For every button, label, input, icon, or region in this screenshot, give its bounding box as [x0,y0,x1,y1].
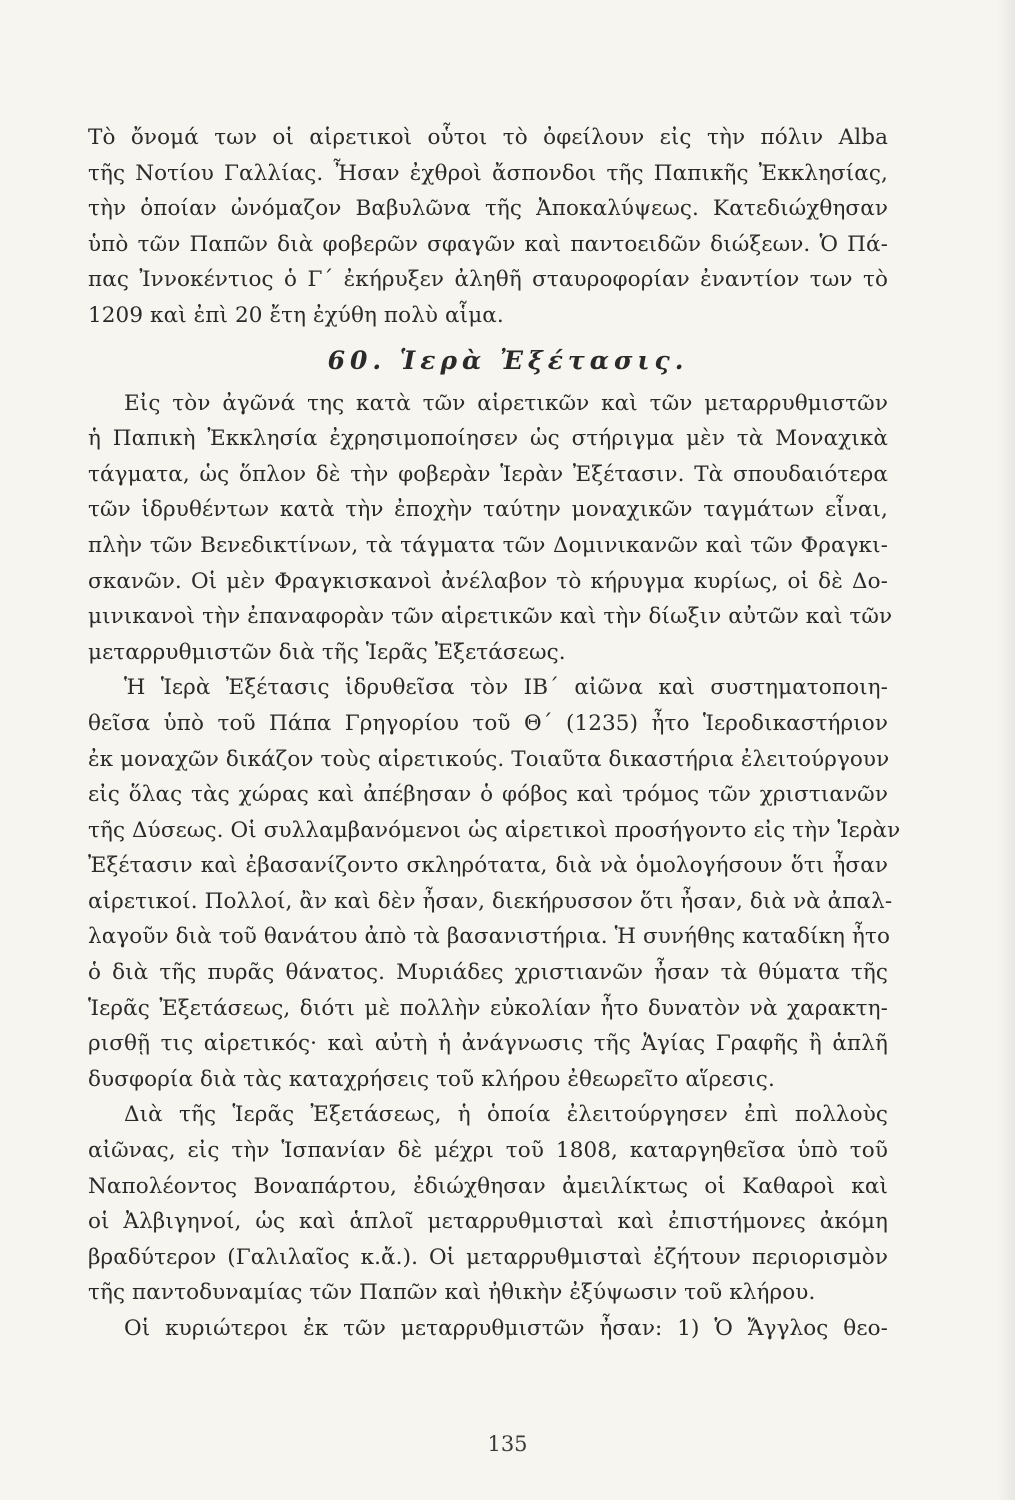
text-line: οἱ Ἀλβιγηνοί, ὡς καὶ ἁπλοῖ μεταρρυθμισταὶ καὶ ἐπιστήμονες ἀκόμη [88,1209,888,1235]
text-line: πλὴν τῶν Βενεδικτίνων, τὰ τάγματα τῶν Δομινικανῶν καὶ τῶν Φραγκι- [88,532,888,558]
text-line: θεῖσα ὑπὸ τοῦ Πάπα Γρηγορίου τοῦ Θ΄ (1235) ἦτο Ἱεροδικαστήριον [88,710,888,736]
page-body [88,120,901,1347]
text-line: δυσφορία διὰ τὰς καταχρήσεις τοῦ κλήρου ἐθεωρεῖτο αἵρεσις. [88,1066,775,1092]
text-line: Οἱ κυριώτεροι ἐκ τῶν μεταρρυθμιστῶν ἦσαν: 1) Ὁ Ἄγγλος θεο- [124,1316,888,1341]
paragraph-albigensians [88,120,888,334]
text-line: αἱρετικοί. Πολλοί, ἂν καὶ δὲν ἦσαν, διεκήρυσσον ὅτι ἦσαν, διὰ νὰ ἀπαλ- [88,888,893,914]
section-heading: 60. Ἱερὰ Ἐξέτασις. [327,345,689,375]
text-line: Ἱερᾶς Ἐξετάσεως, διότι μὲ πολλὴν εὐκολίαν ἦτο δυνατὸν νὰ χαρακτη- [88,995,888,1021]
text-line: μεταρρυθμιστῶν διὰ τῆς Ἱερᾶς Ἐξετάσεως. [88,639,566,665]
text-line: τῆς παντοδυναμίας τῶν Παπῶν καὶ ἠθικὴν ἐξύψωσιν τοῦ κλήρου. [88,1280,816,1306]
text-line: τῶν ἱδρυθέντων κατὰ τὴν ἐποχὴν ταύτην μοναχικῶν ταγμάτων εἶναι, [88,497,888,523]
text-line: σκανῶν. Οἱ μὲν Φραγκισκανοὶ ἀνέλαβον τὸ κήρυγμα κυρίως, οἱ δὲ Δο- [88,568,888,594]
paragraph-reformers [88,1311,888,1347]
text-line: εἰς ὅλας τὰς χώρας καὶ ἀπέβησαν ὁ φόβος καὶ τρόμος τῶν χριστιανῶν [88,782,888,808]
text-line: λαγοῦν διὰ τοῦ θανάτου ἀπὸ τὰ βασανιστήρια. Ἡ συνήθης καταδίκη ἦτο [88,924,890,950]
text-line: τάγματα, ὡς ὅπλον δὲ τὴν φοβερὰν Ἱερὰν Ἐξέτασιν. Τὰ σπουδαιότερα [88,461,888,487]
text-line: 1209 καὶ ἐπὶ 20 ἔτη ἐχύθη πολὺ αἷμα. [88,302,504,328]
paragraph-monastic-orders [88,386,893,671]
text-line: τὴν ὁποίαν ὠνόμαζον Βαβυλῶνα τῆς Ἀποκαλύψεως. Κατεδιώχθησαν [88,196,888,222]
text-line: ἡ Παπικὴ Ἐκκλησία ἐχρησιμοποίησεν ὡς στήριγμα μὲν τὰ Μοναχικὰ [88,426,888,452]
text-line: αἰῶνας, εἰς τὴν Ἱσπανίαν δὲ μέχρι τοῦ 1808, καταργηθεῖσα ὑπὸ τοῦ [88,1138,888,1164]
text-line: Ἐξέτασιν καὶ ἐβασανίζοντο σκληρότατα, διὰ νὰ ὁμολογήσουν ὅτι ἦσαν [88,853,888,879]
text-line: μινικανοὶ τὴν ἐπαναφορὰν τῶν αἱρετικῶν καὶ τὴν δίωξιν αὐτῶν καὶ τῶν [88,604,893,630]
text-line: ὑπὸ τῶν Παπῶν διὰ φοβερῶν σφαγῶν καὶ παντοειδῶν διώξεων. Ὁ Πά- [88,231,888,257]
text-line: Ἡ Ἱερὰ Ἐξέτασις ἱδρυθεῖσα τὸν ΙΒ΄ αἰῶνα καὶ συστηματοποιη- [124,675,888,701]
page-number: 135 [487,1432,528,1456]
paragraph-inquisition [88,670,901,1097]
text-line: τῆς Νοτίου Γαλλίας. Ἦσαν ἐχθροὶ ἄσπονδοι τῆς Παπικῆς Ἐκκλησίας, [88,160,888,186]
text-line: Ναπολέοντος Βοναπάρτου, ἐδιώχθησαν ἀμειλίκτως οἱ Καθαροὶ καὶ [88,1173,888,1199]
text-line: τῆς Δύσεως. Οἱ συλλαμβανόμενοι ὡς αἱρετικοὶ προσήγοντο εἰς τὴν Ἱερὰν [88,817,901,843]
text-line: πας Ἰννοκέντιος ὁ Γ΄ ἐκήρυξεν ἀληθῆ σταυροφορίαν ἐναντίον των τὸ [88,267,888,293]
text-line: ὁ διὰ τῆς πυρᾶς θάνατος. Μυριάδες χριστιανῶν ἦσαν τὰ θύματα τῆς [88,960,888,986]
text-line: ἐκ μοναχῶν δικάζον τοὺς αἱρετικούς. Τοιαῦτα δικαστήρια ἐλειτούργουν [88,746,890,772]
text-line: Εἰς τὸν ἀγῶνά της κατὰ τῶν αἱρετικῶν καὶ τῶν μεταρρυθμιστῶν [124,390,888,416]
text-line: ρισθῇ τις αἱρετικός· καὶ αὐτὴ ἡ ἀνάγνωσις τῆς Ἁγίας Γραφῆς ἢ ἁπλῆ [88,1031,888,1057]
paragraph-persecutions [88,1097,888,1311]
text-line: Τὸ ὄνομά των οἱ αἱρετικοὶ οὗτοι τὸ ὀφείλουν εἰς τὴν πόλιν Alba [88,125,888,150]
text-line: βραδύτερον (Γαλιλαῖος κ.ἄ.). Οἱ μεταρρυθμισταὶ ἐζήτουν περιορισμὸν [88,1244,888,1270]
text-line: Διὰ τῆς Ἱερᾶς Ἐξετάσεως, ἡ ὁποία ἐλειτούργησεν ἐπὶ πολλοὺς [124,1102,888,1128]
page-edge-shadow [997,0,1015,1500]
